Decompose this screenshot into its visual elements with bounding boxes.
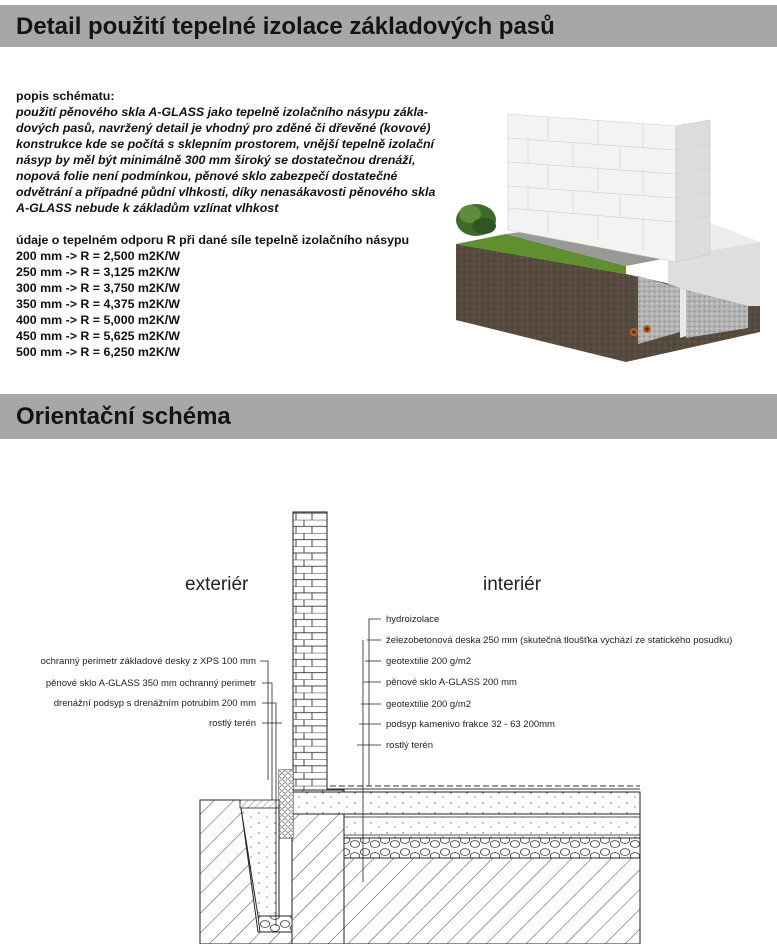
values-heading: údaje o tepelném odporu R při dané síle tepelně izolačního násypu bbox=[16, 233, 410, 247]
foundation-render-illustration bbox=[448, 100, 770, 368]
page-title: Detail použití tepelné izolace základových pasů bbox=[16, 13, 555, 40]
label-gravel-bed: podsyp kamenivo frakce 32 - 63 200mm bbox=[386, 719, 555, 730]
label-waterproofing: hydroizolace bbox=[386, 614, 440, 625]
list-item: 450 mm -> R = 5,625 m2K/W bbox=[16, 329, 180, 343]
label-drainage-bed: drenážní podsyp s drenážním potrubím 200 mm bbox=[53, 698, 256, 709]
label-geotextile-lower: geotextilie 200 g/m2 bbox=[386, 699, 472, 710]
description-line: násyp by měl být minimálně 300 mm široký se dostatečnou drenáží, bbox=[16, 153, 416, 167]
label-geotextile-upper: geotextilie 200 g/m2 bbox=[386, 656, 472, 667]
description-heading: popis schématu: bbox=[16, 89, 115, 103]
list-item: 250 mm -> R = 3,125 m2K/W bbox=[16, 265, 180, 279]
description-line: odvětrání a případné půdní vlhkosti, díky nenasákavosti pěnového skla bbox=[16, 185, 436, 199]
exterior-label: exteriér bbox=[185, 574, 249, 595]
section-title: Orientační schéma bbox=[16, 403, 231, 430]
label-concrete-slab: železobetonová deska 250 mm (skutečná tloušťka vychází ze statického posudku) bbox=[386, 635, 733, 646]
description-line: dových pasů, navržený detail je vhodný pro zděné či dřevěné (kovové) bbox=[16, 121, 431, 135]
label-native-soil-left: rostlý terén bbox=[209, 718, 256, 729]
list-item: 400 mm -> R = 5,000 m2K/W bbox=[16, 313, 180, 327]
list-item: 500 mm -> R = 6,250 m2K/W bbox=[16, 345, 180, 359]
description-line: konstrukce kde se počítá s sklepním prostorem, vnější tepelně izolační bbox=[16, 137, 434, 151]
foundation-schema-diagram bbox=[0, 440, 777, 944]
description-line: použití pěnového skla A-GLASS jako tepelně izolačního násypu zákla- bbox=[16, 105, 428, 119]
list-item: 300 mm -> R = 3,750 m2K/W bbox=[16, 281, 180, 295]
description-line: nopová folie není podmínkou, pěnové sklo zabezpečí dostatečné bbox=[16, 169, 398, 183]
section-banner bbox=[0, 394, 777, 439]
list-item: 200 mm -> R = 2,500 m2K/W bbox=[16, 249, 180, 263]
list-item: 350 mm -> R = 4,375 m2K/W bbox=[16, 297, 180, 311]
description-block bbox=[16, 88, 456, 360]
label-foam-glass-layer: pěnové sklo A-GLASS 200 mm bbox=[386, 677, 517, 688]
interior-label: interiér bbox=[483, 574, 542, 595]
label-xps-perimeter: ochranný perimetr základové desky z XPS 100 mm bbox=[40, 656, 256, 667]
description-line: A-GLASS nebude k základům vzlínat vlhkost bbox=[16, 201, 279, 215]
label-foam-glass-perimeter: pěnové sklo A-GLASS 350 mm ochranný perimetr bbox=[45, 678, 256, 689]
title-banner bbox=[0, 5, 777, 47]
label-native-soil-right: rostlý terén bbox=[386, 740, 433, 751]
thermal-resistance-list bbox=[16, 248, 456, 360]
